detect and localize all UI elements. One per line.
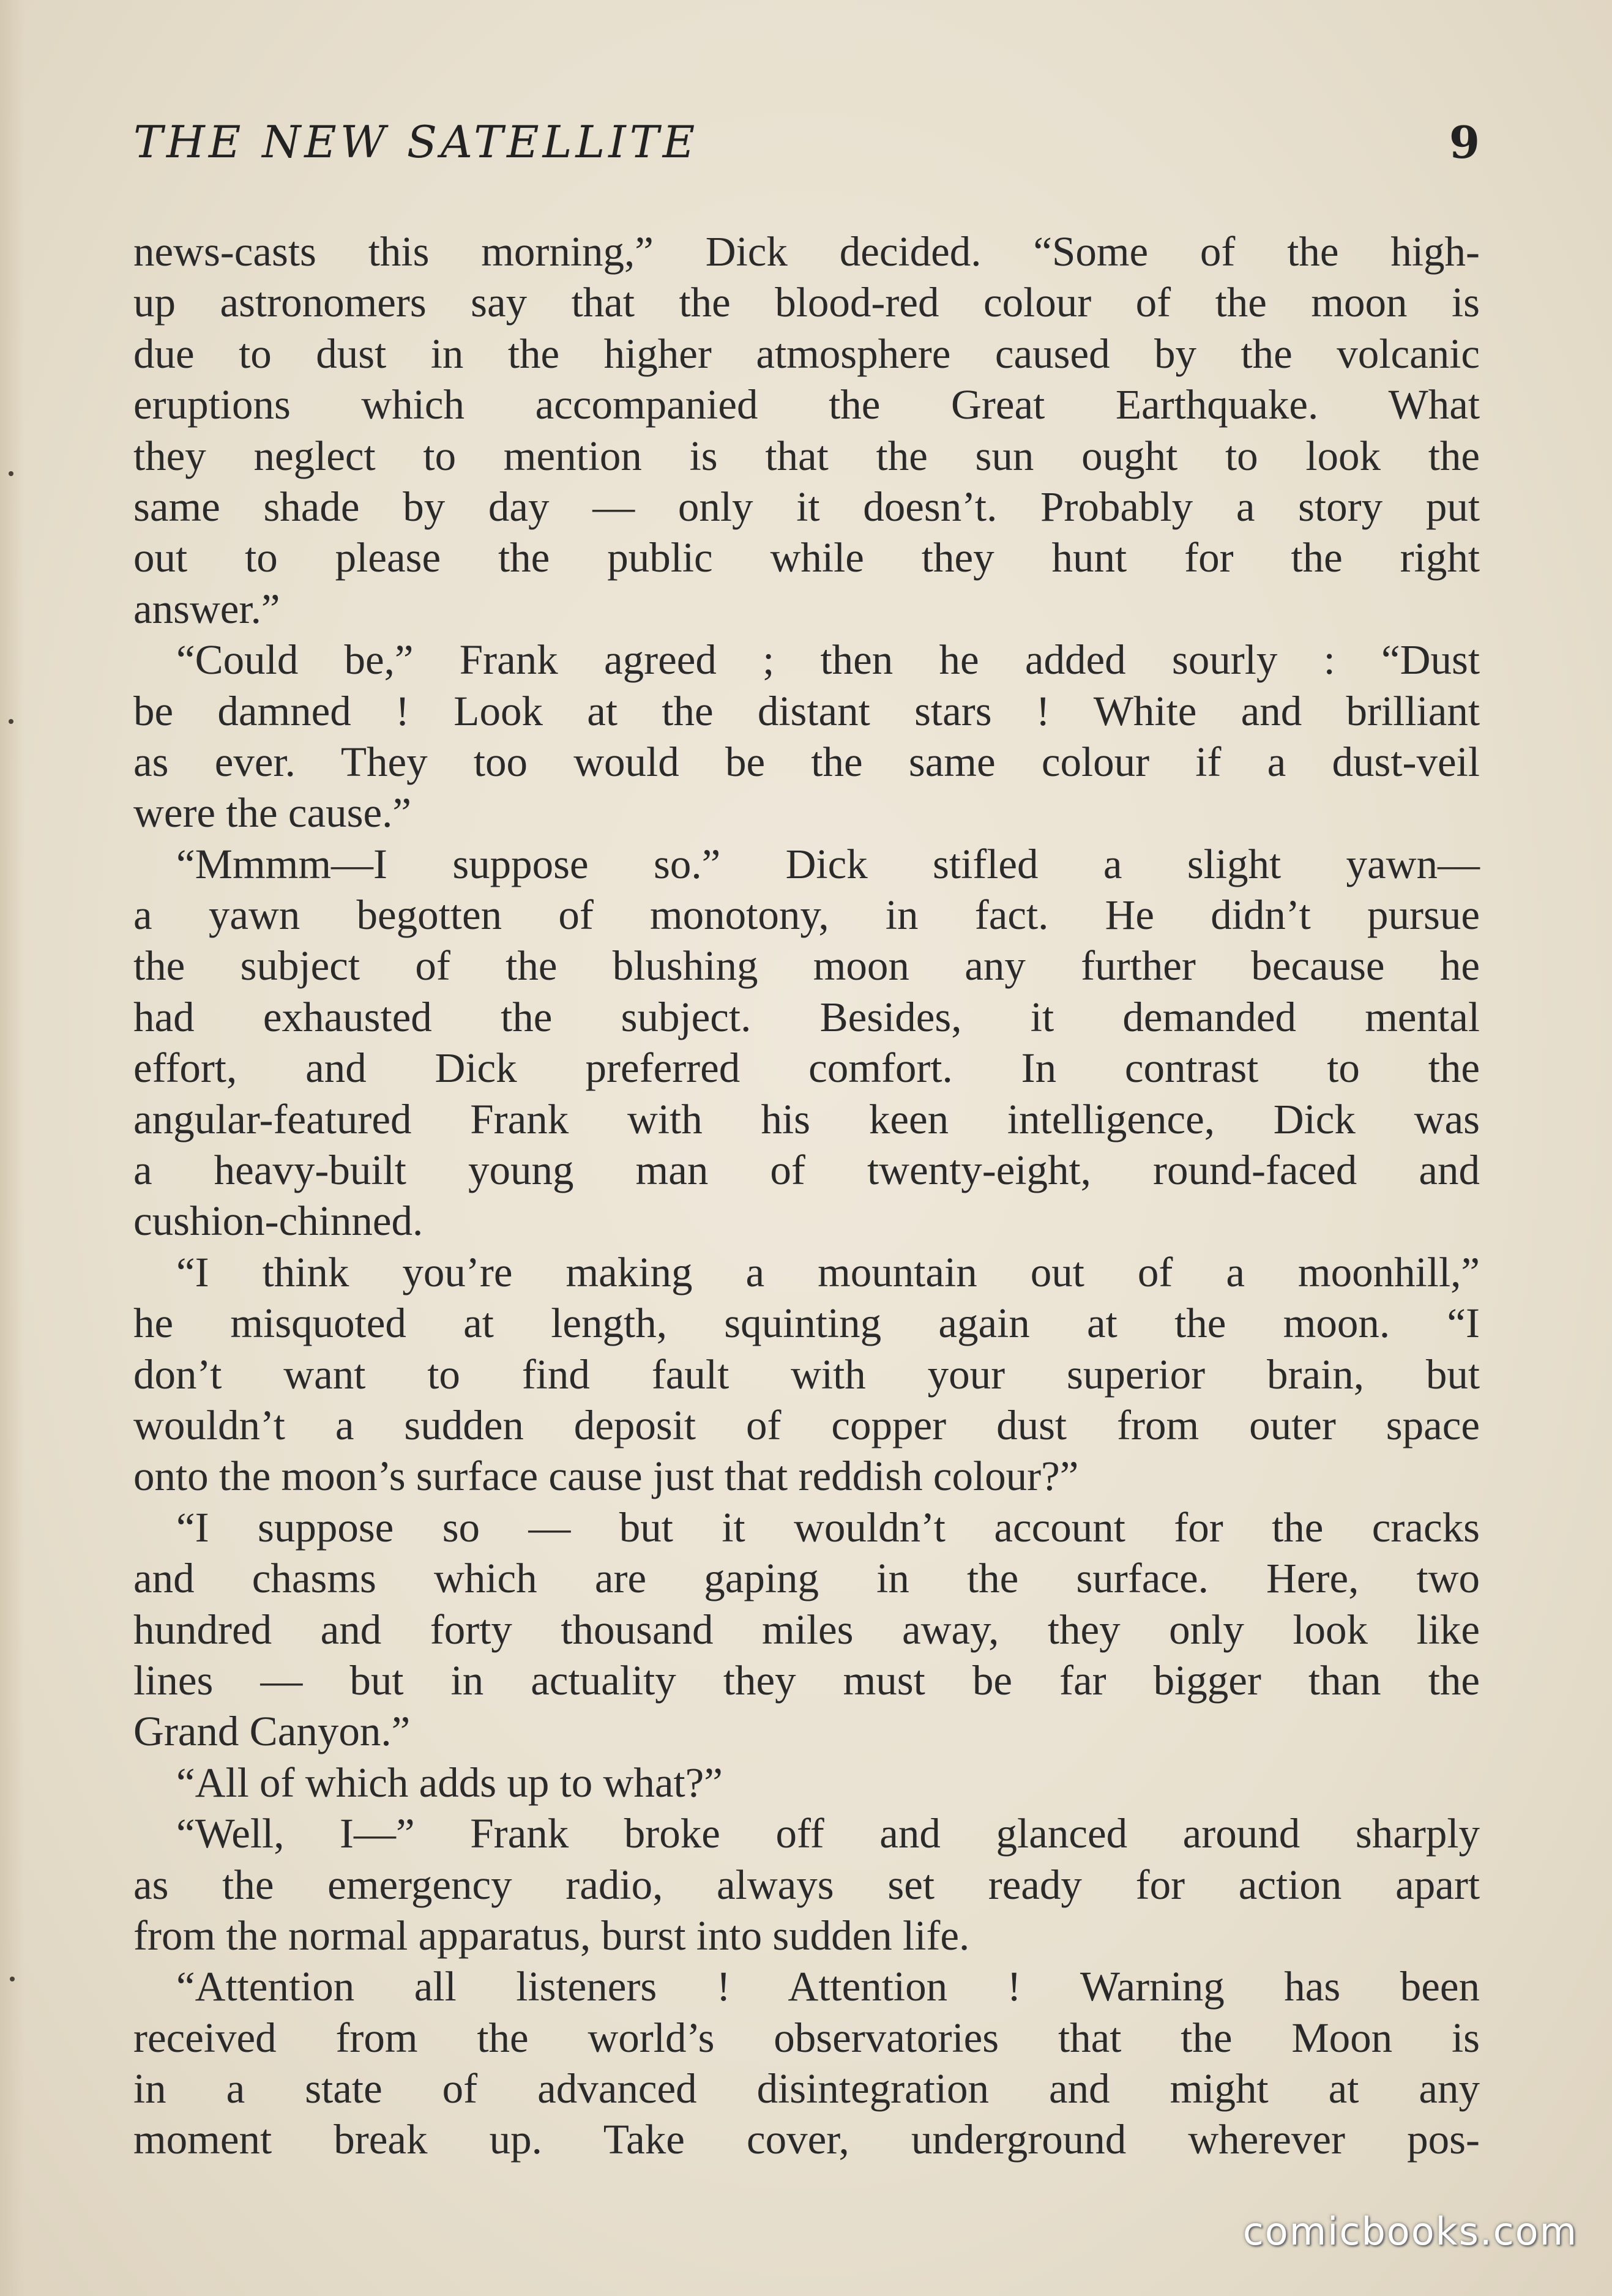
text-line: out to please the public while they hunt for the right bbox=[133, 534, 1480, 581]
text-line: lines — but in actuality they must be far bigger than the bbox=[133, 1657, 1480, 1704]
text-line: cushion-chinned. bbox=[133, 1198, 424, 1245]
text-line: moment break up. Take cover, underground wherever pos- bbox=[133, 2116, 1480, 2163]
running-head: THE NEW SATELLITE bbox=[133, 116, 699, 168]
text-line: from the normal apparatus, burst into sudden life. bbox=[133, 1912, 970, 1959]
text-line: Grand Canyon.” bbox=[133, 1708, 411, 1755]
text-line: the subject of the blushing moon any further because he bbox=[133, 942, 1480, 990]
page-header bbox=[133, 116, 1480, 184]
text-line: due to dust in the higher atmosphere caused by the volcanic bbox=[133, 330, 1480, 377]
text-line: answer.” bbox=[133, 585, 280, 632]
text-line: in a state of advanced disintegration and might at any bbox=[133, 2065, 1480, 2112]
text-line: “Well, I—” Frank broke off and glanced around sharply bbox=[176, 1810, 1480, 1857]
text-line: “Mmmm—I suppose so.” Dick stifled a slight yawn— bbox=[176, 840, 1480, 887]
text-line: they neglect to mention is that the sun ought to look the bbox=[133, 432, 1480, 479]
text-line: onto the moon’s surface cause just that reddish colour?” bbox=[133, 1453, 1079, 1500]
paper-speck bbox=[9, 471, 13, 476]
page-number: 9 bbox=[1449, 116, 1480, 168]
text-line: “Could be,” Frank agreed ; then he added sourly : “Dust bbox=[176, 636, 1480, 684]
text-line: be damned ! Look at the distant stars ! White and brilliant bbox=[133, 687, 1480, 734]
text-line: news-casts this morning,” Dick decided. “Some of the high- bbox=[133, 228, 1480, 275]
text-line: “Attention all listeners ! Attention ! Warning has been bbox=[176, 1963, 1480, 2010]
body-text bbox=[133, 226, 1480, 2166]
text-line: as the emergency radio, always set ready for action apart bbox=[133, 1861, 1480, 1908]
text-line: “I think you’re making a mountain out of a moonhill,” bbox=[176, 1248, 1480, 1295]
text-line: received from the world’s observatories that the Moon is bbox=[133, 2014, 1480, 2061]
watermark: comicbooks.com bbox=[1242, 2209, 1578, 2254]
text-line: same shade by day — only it doesn’t. Probably a story put bbox=[133, 483, 1480, 530]
text-line: he misquoted at length, squinting again at the moon. “I bbox=[133, 1300, 1480, 1347]
text-line: eruptions which accompanied the Great Earthquake. What bbox=[133, 381, 1480, 428]
text-line: up astronomers say that the blood-red colour of the moon is bbox=[133, 279, 1480, 326]
paper-speck bbox=[10, 1977, 15, 1981]
text-line: a heavy-built young man of twenty-eight, round-faced and bbox=[133, 1147, 1480, 1194]
text-line: wouldn’t a sudden deposit of copper dust from outer space bbox=[133, 1401, 1480, 1448]
text-line: had exhausted the subject. Besides, it demanded mental bbox=[133, 993, 1480, 1040]
text-line: as ever. They too would be the same colour if a dust-veil bbox=[133, 738, 1480, 785]
binding-edge bbox=[0, 0, 24, 2296]
text-line: and chasms which are gaping in the surface. Here, two bbox=[133, 1555, 1480, 1602]
text-line: hundred and forty thousand miles away, they only look like bbox=[133, 1606, 1480, 1653]
text-line: angular-featured Frank with his keen intelligence, Dick was bbox=[133, 1095, 1480, 1142]
text-line: a yawn begotten of monotony, in fact. He didn’t pursue bbox=[133, 892, 1480, 939]
text-line: were the cause.” bbox=[133, 789, 411, 837]
text-line: “I suppose so — but it wouldn’t account for the cracks bbox=[176, 1504, 1480, 1551]
text-line: don’t want to find fault with your superior brain, but bbox=[133, 1351, 1480, 1398]
paper-speck bbox=[9, 719, 13, 724]
text-line: effort, and Dick preferred comfort. In contrast to the bbox=[133, 1045, 1480, 1092]
text-line: “All of which adds up to what?” bbox=[176, 1759, 723, 1806]
